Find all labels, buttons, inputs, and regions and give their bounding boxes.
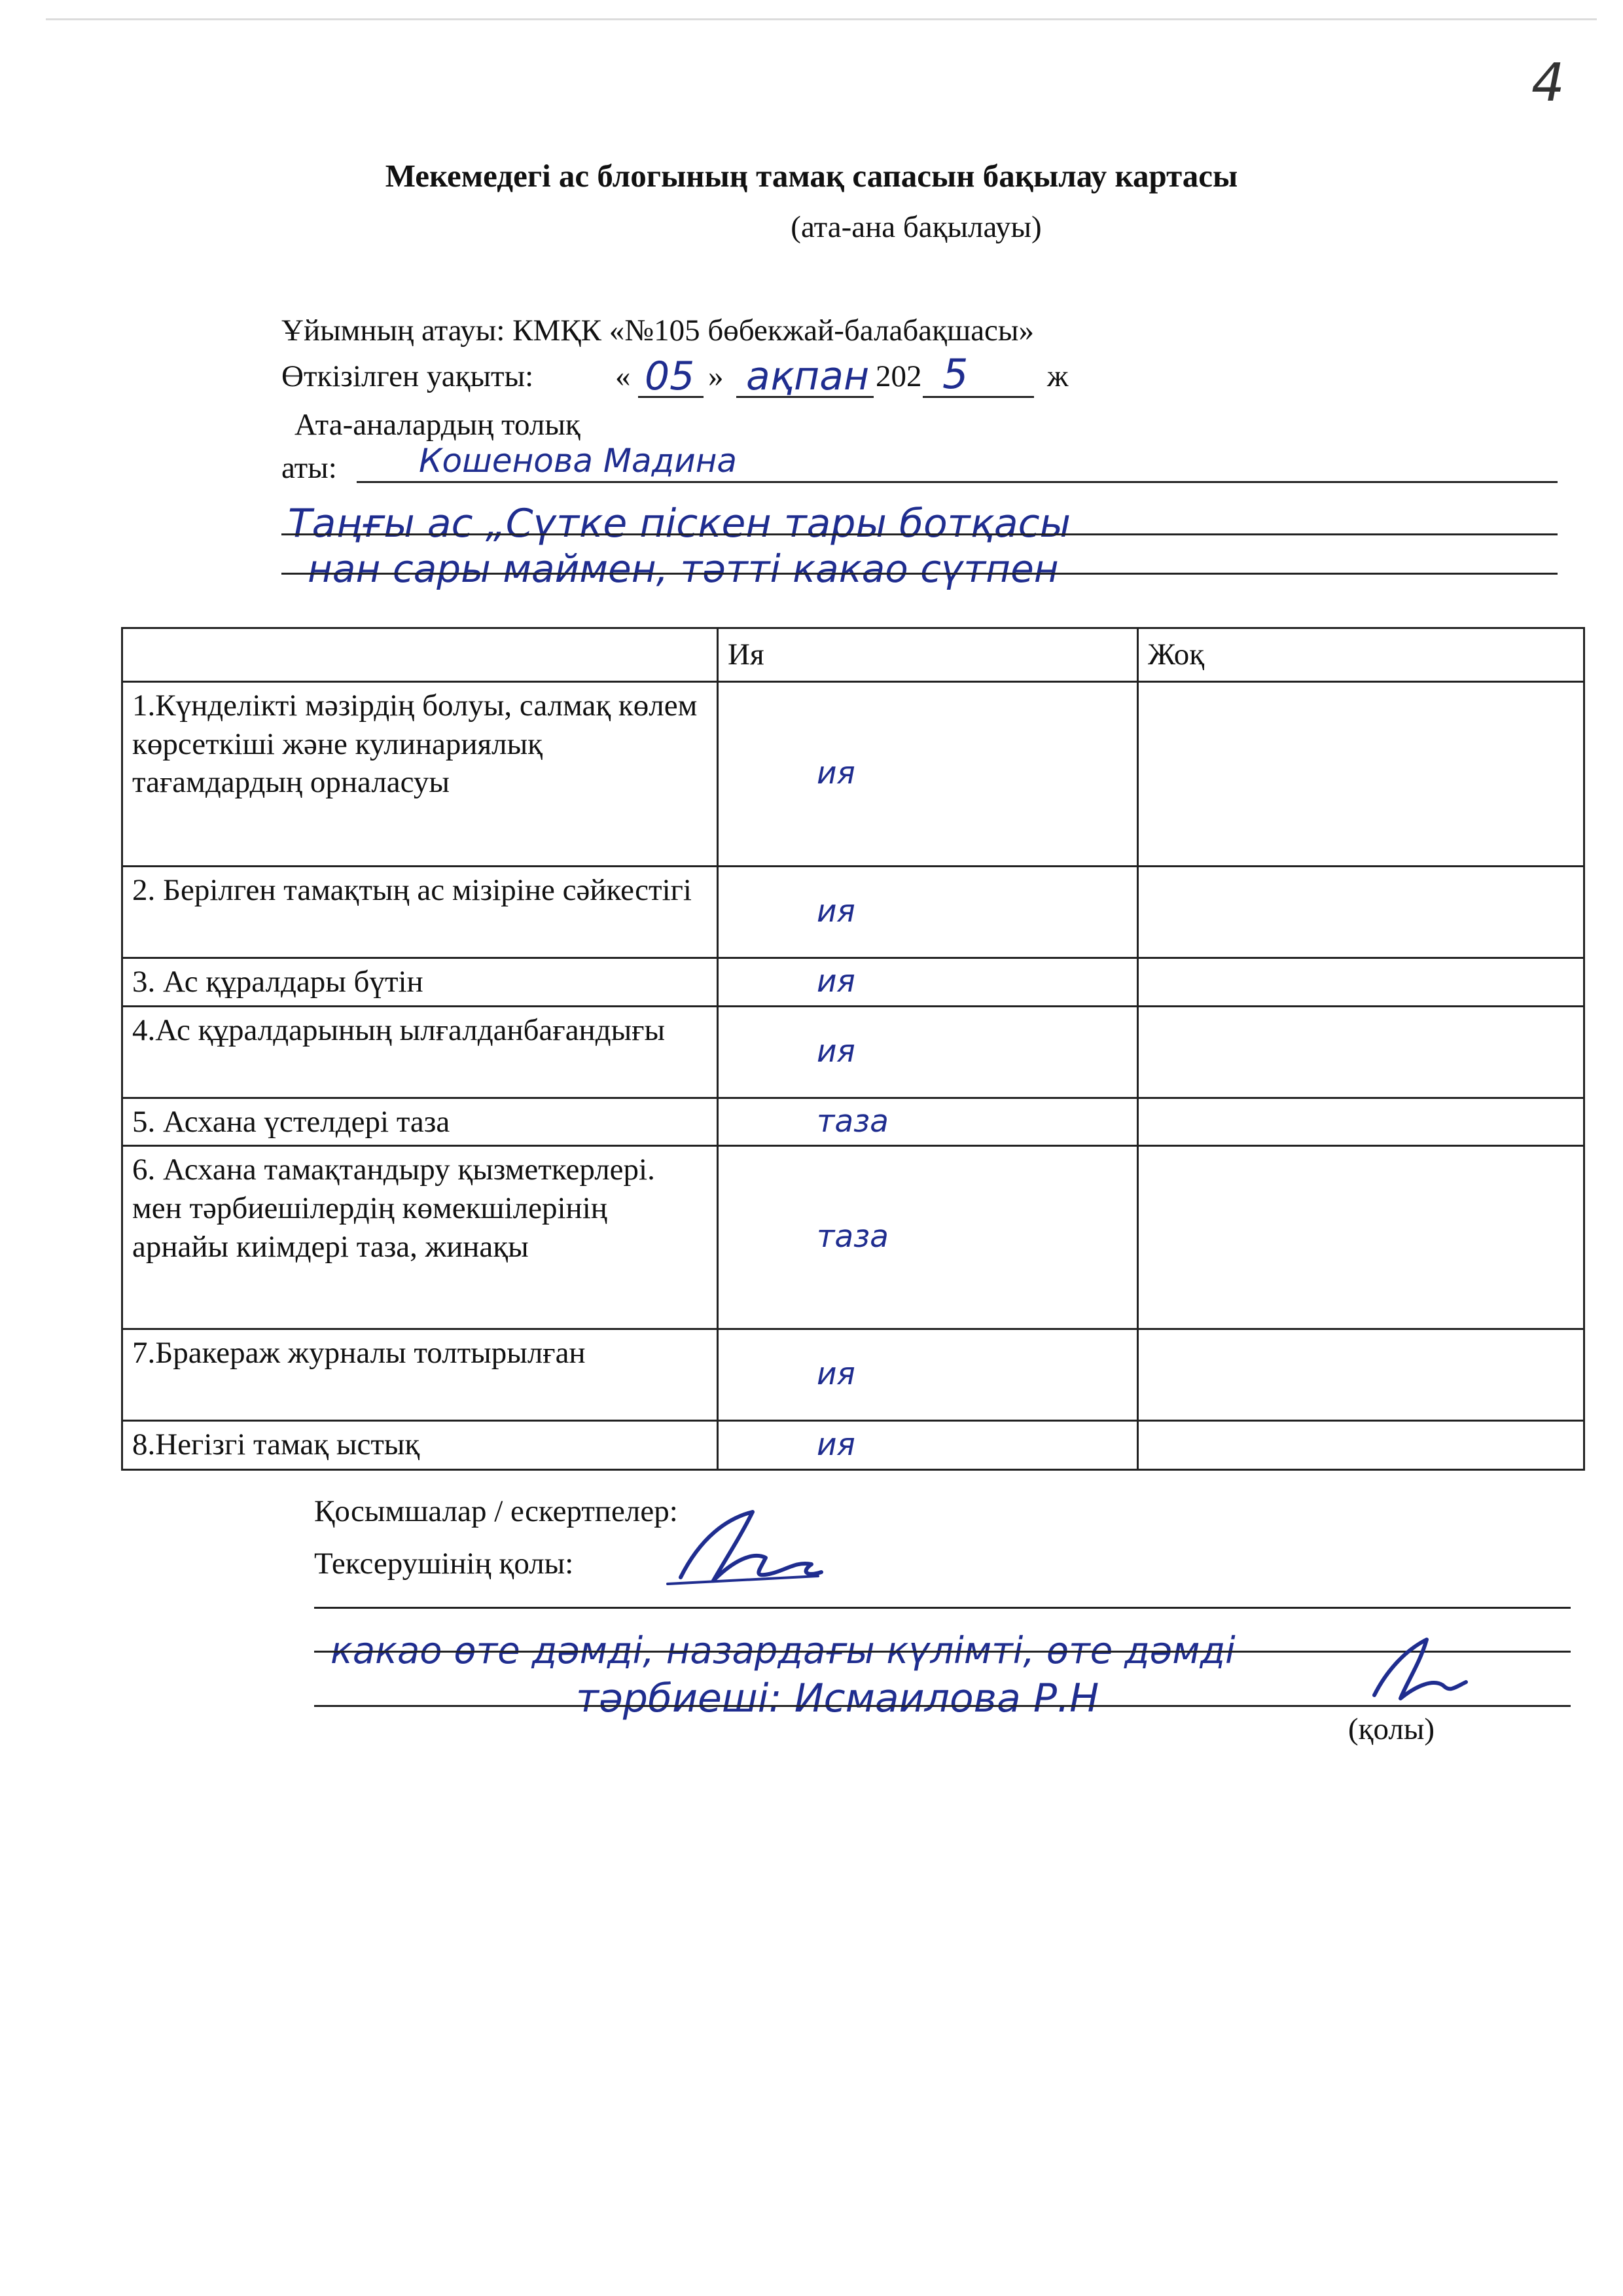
org-value: КМҚК «№105 бөбекжай-балабақшасы» — [512, 314, 1034, 348]
no-cell — [1138, 958, 1584, 1006]
table-row — [122, 1146, 1584, 1329]
parent-note-underline1 — [281, 533, 1558, 535]
criterion-cell: 5. Асхана үстелдері таза — [122, 1098, 718, 1146]
table-row — [122, 681, 1584, 866]
comment-line2: тәрбиеші: Исмаилова Р.Н — [576, 1676, 1099, 1721]
date-year-underline — [923, 396, 1034, 398]
parent-label-line2: аты: — [281, 451, 337, 485]
header-yes: Ия — [718, 628, 1138, 682]
table-row — [122, 1329, 1584, 1421]
page-number: 4 — [1531, 52, 1565, 113]
date-label: Өткізілген уақыты: — [281, 359, 534, 393]
header-no: Жоқ — [1138, 628, 1584, 682]
criterion-cell: 2. Берілген тамақтың ас мізіріне сәйкестігі — [122, 866, 718, 958]
table-row — [122, 1098, 1584, 1146]
date-year-digit: 5 — [942, 350, 969, 398]
table-row — [122, 1006, 1584, 1098]
criterion-cell: 8.Негізгі тамақ ыстық — [122, 1421, 718, 1470]
yes-cell: ия — [718, 958, 1138, 1006]
date-close-quote: » — [708, 359, 724, 393]
no-cell — [1138, 1421, 1584, 1470]
criterion-cell: 3. Ас құралдары бүтін — [122, 958, 718, 1006]
org-label: Ұйымның атауы: — [281, 314, 505, 348]
criterion-cell: 7.Бракераж журналы толтырылған — [122, 1329, 718, 1421]
yes-cell: ия — [718, 1421, 1138, 1470]
table-row — [122, 958, 1584, 1006]
signature-label: Тексерушінің қолы: — [314, 1547, 574, 1581]
remarks-underline3 — [314, 1705, 1571, 1707]
yes-cell: таза — [718, 1098, 1138, 1146]
criterion-cell: 4.Ас құралдарының ылғалданбағандығы — [122, 1006, 718, 1098]
teacher-signature-icon — [1361, 1630, 1472, 1708]
no-cell — [1138, 1146, 1584, 1329]
date-day-underline — [638, 396, 704, 398]
remarks-underline1 — [314, 1607, 1571, 1609]
date-month-underline — [736, 396, 874, 398]
table-header-row — [122, 628, 1584, 682]
criterion-cell: 6. Асхана тамақтандыру қызметкерлері. мен тәрбиешілердің көмекшілерінің арнайы киімдері таза, жинақы — [122, 1146, 718, 1329]
header-criterion — [122, 628, 718, 682]
date-year-suffix: ж — [1047, 359, 1069, 393]
parent-name-underline — [357, 481, 1558, 483]
inspector-signature-icon — [654, 1499, 838, 1597]
criterion-cell: 1.Күнделікті мәзірдің болуы, салмақ көлем көрсеткіші және кулинариялық тағамдардың орналасуы — [122, 681, 718, 866]
no-cell — [1138, 681, 1584, 866]
table-row — [122, 1421, 1584, 1470]
signed-caption: (қолы) — [1348, 1712, 1435, 1746]
parent-note-underline2 — [281, 573, 1558, 575]
yes-cell: таза — [718, 1146, 1138, 1329]
yes-cell: ия — [718, 866, 1138, 958]
org-line — [281, 313, 1034, 348]
yes-cell: ия — [718, 681, 1138, 866]
date-year-prefix: 202 — [876, 359, 922, 393]
no-cell — [1138, 1098, 1584, 1146]
parent-note-line1: Таңғы ас „Сүтке піскен тары ботқасы — [288, 501, 1071, 547]
page-title: Мекемедегі ас блогының тамақ сапасын бақылау картасы — [385, 158, 1238, 194]
control-table — [121, 627, 1585, 1471]
yes-cell: ия — [718, 1006, 1138, 1098]
parent-label-line1: Ата-аналардың толық — [294, 408, 580, 442]
parent-note-line2: нан сары маймен, тәтті какао сүтпен — [308, 547, 1059, 591]
yes-cell: ия — [718, 1329, 1138, 1421]
parent-name: Кошенова Мадина — [419, 442, 738, 480]
date-month: ақпан — [746, 353, 870, 399]
remarks-label: Қосымшалар / ескертпелер: — [314, 1494, 678, 1528]
scan-top-edge — [46, 18, 1597, 20]
table-row — [122, 866, 1584, 958]
no-cell — [1138, 1006, 1584, 1098]
comment-line1: какао өте дәмді, назардағы күлімті, өте дәмді — [330, 1630, 1236, 1672]
no-cell — [1138, 1329, 1584, 1421]
no-cell — [1138, 866, 1584, 958]
date-open-quote: « — [615, 359, 631, 393]
page-subtitle: (ата-ана бақылауы) — [791, 210, 1042, 244]
date-day: 05 — [645, 353, 695, 399]
